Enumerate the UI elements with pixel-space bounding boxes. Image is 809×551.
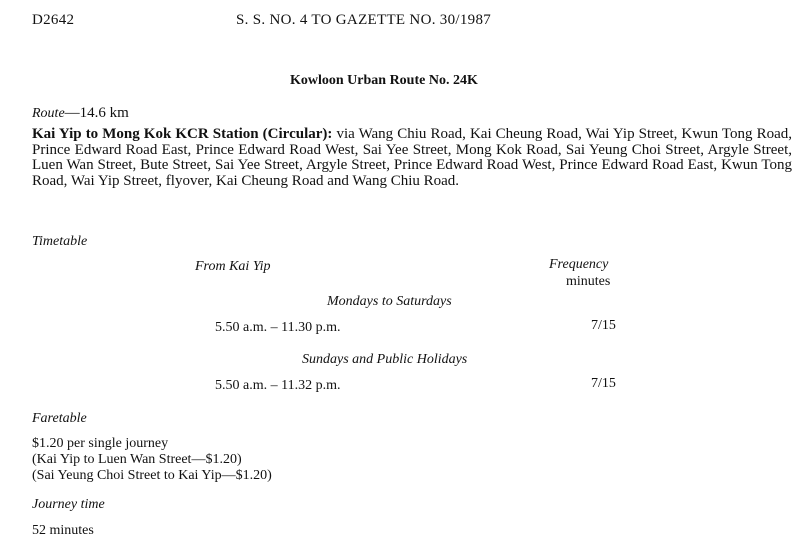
route-name: Kai Yip to Mong Kok KCR Station (Circular): [32, 126, 333, 142]
fare-line: (Sai Yeung Choi Street to Kai Yip—$1.20) [32, 468, 272, 483]
from-kai-yip-header: From Kai Yip [195, 259, 271, 274]
service-hours-weekdays: 5.50 a.m. – 11.30 p.m. [215, 320, 341, 335]
fare-line: (Kai Yip to Luen Wan Street—$1.20) [32, 452, 242, 467]
route-description [32, 127, 792, 189]
journey-time-value: 52 minutes [32, 523, 94, 538]
route-label: Route [32, 106, 65, 121]
frequency-unit: minutes [566, 274, 611, 289]
day-label-holidays: Sundays and Public Holidays [302, 352, 468, 367]
route-title: Kowloon Urban Route No. 24K [290, 73, 478, 88]
timetable-label: Timetable [32, 234, 88, 249]
frequency-holidays: 7/15 [591, 376, 616, 391]
service-hours-holidays: 5.50 a.m. – 11.32 p.m. [215, 378, 341, 393]
day-label-weekdays: Mondays to Saturdays [327, 294, 452, 309]
route-length: —14.6 km [64, 105, 129, 121]
route-via-text: via Wang Chiu Road, Kai Cheung Road, Wai Yip Street, Kwun Tong Road, Prince Edward Road East, Prince Edward Road West, Sai Yee Street, Mong Kok Road, Sai Yeung Choi Street, Argyle Street, Luen Wan Street, Bute Street, Sai Yee Street, Argyle Street, Prince Edward Road West, Prince Edward Road East, Kwun Tong Road, Wai Yip Street, flyover, Kai Cheung Road and Wang Chiu Road. [32, 126, 792, 189]
gazette-heading: S. S. NO. 4 TO GAZETTE NO. 30/1987 [236, 12, 492, 28]
fare-line: $1.20 per single journey [32, 436, 169, 451]
frequency-weekdays: 7/15 [591, 318, 616, 333]
page-reference: D2642 [32, 12, 75, 28]
frequency-header: Frequency [549, 257, 609, 272]
journey-time-label: Journey time [32, 497, 105, 512]
route-length-line [32, 105, 129, 123]
faretable-label: Faretable [32, 411, 87, 426]
